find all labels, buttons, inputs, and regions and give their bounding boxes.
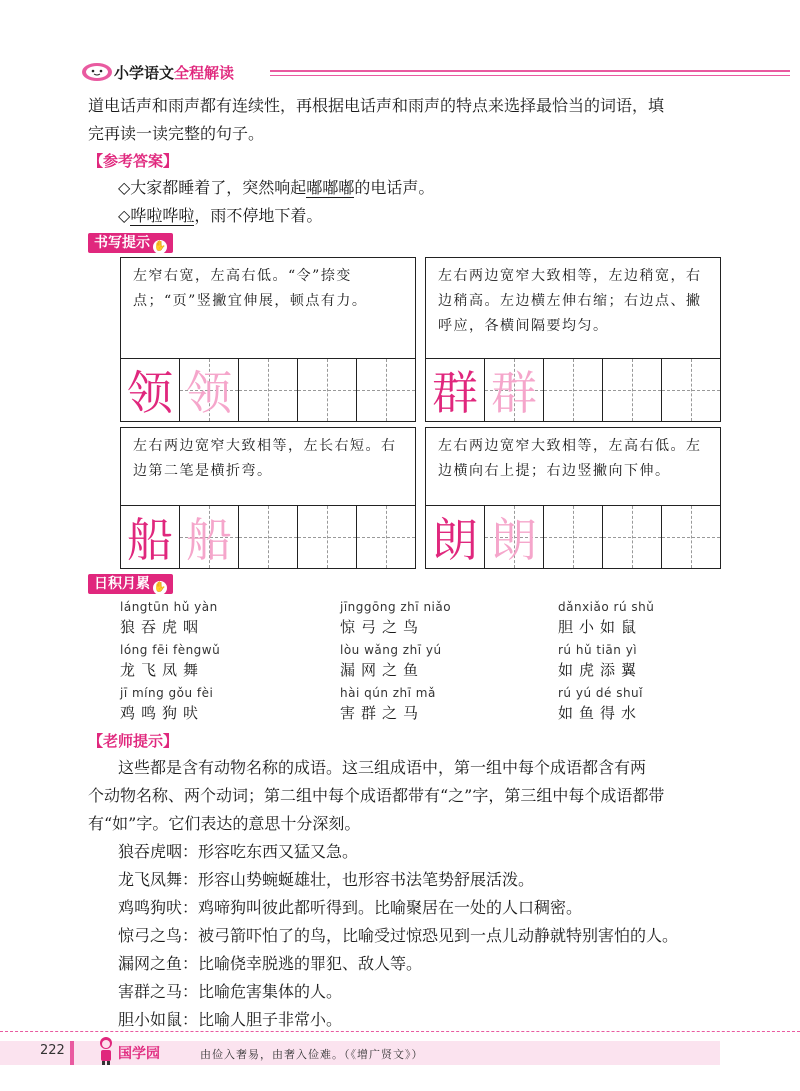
idiom-pinyin: rú yú dé shuǐ bbox=[558, 686, 643, 700]
idiom-item bbox=[558, 686, 738, 723]
idiom-pinyin: dǎnxiǎo rú shǔ bbox=[558, 600, 655, 614]
definition-list bbox=[118, 838, 758, 1034]
brand-title bbox=[114, 62, 234, 83]
writing-tip: 左窄右宽，左高右低。“令”捺变点；“页”竖撇宜伸展，顿点有力。 bbox=[133, 268, 368, 309]
definition-item: 狼吞虎咽：形容吃东西又猛又急。 bbox=[118, 842, 359, 861]
grid-cell bbox=[298, 359, 357, 421]
grid-cell bbox=[662, 359, 720, 421]
grid-cell bbox=[544, 359, 603, 421]
intro-line: 道电话声和雨声都有连续性，再根据电话声和雨声的特点来选择最恰当的词语，填 bbox=[88, 96, 665, 115]
idiom-hanzi: 鸡鸣狗吠 bbox=[120, 704, 205, 722]
brand-accent: 全程解读 bbox=[174, 64, 235, 82]
idiom-item bbox=[120, 686, 300, 723]
model-char: 群 bbox=[432, 366, 478, 420]
idiom-pinyin: lángtūn hǔ yàn bbox=[120, 600, 218, 614]
definition-item: 龙飞凤舞：形容山势蜿蜒雄壮，也形容书法笔势舒展活泼。 bbox=[118, 870, 535, 889]
header-rule bbox=[270, 70, 790, 72]
trace-char: 群 bbox=[491, 366, 537, 420]
writing-tag-label: 书写提示 bbox=[94, 235, 150, 251]
idiom-hanzi: 如鱼得水 bbox=[558, 704, 643, 722]
writing-box bbox=[425, 427, 721, 569]
writing-tip: 左右两边宽窄大致相等，左长右短。右边第二笔是横折弯。 bbox=[133, 438, 397, 479]
cloud-logo-icon bbox=[80, 60, 114, 82]
idiom-item bbox=[558, 643, 738, 680]
grid-cell bbox=[485, 506, 544, 568]
idiom-hanzi: 龙飞凤舞 bbox=[120, 661, 205, 679]
writing-grid bbox=[426, 505, 720, 568]
grid-cell bbox=[298, 506, 357, 568]
answer-fill: 哗啦哗啦 bbox=[130, 206, 195, 225]
grid-cell bbox=[357, 506, 415, 568]
answer-text: ◇ bbox=[118, 206, 131, 225]
grid-cell bbox=[603, 506, 662, 568]
trace-char: 领 bbox=[186, 366, 232, 420]
idiom-pinyin: rú hǔ tiān yì bbox=[558, 643, 638, 657]
grid-cell bbox=[121, 506, 180, 568]
teacher-tag: 【老师提示】 bbox=[88, 732, 179, 750]
student-figure-icon bbox=[96, 1035, 116, 1065]
grid-cell bbox=[357, 359, 415, 421]
page-header bbox=[80, 58, 800, 88]
answer-tag: 【参考答案】 bbox=[88, 152, 179, 170]
answer-text: 的电话声。 bbox=[354, 178, 435, 197]
writing-box bbox=[120, 427, 416, 569]
grid-cell bbox=[426, 359, 485, 421]
idiom-pinyin: jīnggōng zhī niǎo bbox=[340, 600, 452, 614]
intro-paragraph bbox=[88, 92, 728, 148]
idiom-item bbox=[340, 643, 520, 680]
brand-prefix: 小学语文 bbox=[114, 64, 175, 82]
page-number-bar bbox=[70, 1041, 74, 1065]
writing-tip: 左右两边宽窄大致相等，左边稍宽，右边稍高。左边横左伸右缩；右边点、撇呼应，各横间隔要均匀。 bbox=[438, 268, 702, 334]
idiom-hanzi: 狼吞虎咽 bbox=[120, 618, 205, 636]
grid-cell bbox=[180, 506, 239, 568]
grid-cell bbox=[180, 359, 239, 421]
idiom-tag bbox=[88, 574, 173, 594]
trace-char: 朗 bbox=[491, 513, 537, 567]
writing-grid bbox=[121, 505, 415, 568]
idiom-item bbox=[120, 643, 300, 680]
idiom-item bbox=[558, 600, 738, 637]
grid-cell bbox=[662, 506, 720, 568]
definition-item: 漏网之鱼：比喻侥幸脱逃的罪犯、敌人等。 bbox=[118, 954, 423, 973]
writing-grid bbox=[121, 358, 415, 421]
idiom-hanzi: 惊弓之鸟 bbox=[340, 618, 425, 636]
writing-tag bbox=[88, 233, 173, 253]
idiom-item bbox=[340, 600, 520, 637]
writing-grid bbox=[426, 358, 720, 421]
idiom-hanzi: 如虎添翼 bbox=[558, 661, 643, 679]
idiom-hanzi: 胆小如鼠 bbox=[558, 618, 643, 636]
teacher-line: 个动物名称、两个动词；第二组中每个成语都带有“之”字，第三组中每个成语都带 bbox=[88, 786, 665, 805]
model-char: 朗 bbox=[432, 513, 478, 567]
intro-line: 完再读一读完整的句子。 bbox=[88, 124, 265, 143]
grid-cell bbox=[121, 359, 180, 421]
answer-text: ◇大家都睡着了，突然响起 bbox=[118, 178, 307, 197]
idiom-pinyin: lòu wǎng zhī yú bbox=[340, 643, 442, 657]
answer-line-1 bbox=[118, 174, 434, 202]
hand-icon: ✋ bbox=[153, 582, 167, 593]
idiom-pinyin: hài qún zhī mǎ bbox=[340, 686, 436, 700]
header-rule bbox=[270, 75, 790, 76]
definition-item: 害群之马：比喻危害集体的人。 bbox=[118, 982, 343, 1001]
hand-icon: ✋ bbox=[153, 241, 167, 252]
footer-label: 国学园 bbox=[118, 1046, 160, 1062]
page-number: 222 bbox=[40, 1043, 65, 1058]
grid-cell bbox=[603, 359, 662, 421]
idiom-pinyin: lóng fēi fèngwǔ bbox=[120, 643, 221, 657]
definition-item: 鸡鸣狗吠：鸡啼狗叫彼此都听得到。比喻聚居在一处的人口稠密。 bbox=[118, 898, 583, 917]
footer-quote: 由俭入奢易，由奢入俭难。（《增广贤文》） bbox=[200, 1048, 424, 1061]
grid-cell bbox=[426, 506, 485, 568]
trace-char: 船 bbox=[186, 513, 232, 567]
writing-tip: 左右两边宽窄大致相等，左高右低。左边横向右上提；右边竖撇向下伸。 bbox=[438, 438, 702, 479]
answer-fill: 嘟嘟嘟 bbox=[306, 178, 355, 197]
grid-cell bbox=[485, 359, 544, 421]
definition-item: 胆小如鼠：比喻人胆子非常小。 bbox=[118, 1010, 343, 1029]
grid-cell bbox=[239, 359, 298, 421]
model-char: 船 bbox=[127, 513, 173, 567]
definition-item: 惊弓之鸟：被弓箭吓怕了的鸟，比喻受过惊恐见到一点儿动静就特别害怕的人。 bbox=[118, 926, 679, 945]
idiom-item bbox=[340, 686, 520, 723]
footer-rule bbox=[0, 1031, 800, 1032]
teacher-paragraph bbox=[88, 754, 738, 838]
writing-box bbox=[120, 257, 416, 422]
idiom-tag-label: 日积月累 bbox=[94, 576, 150, 592]
teacher-line: 这些都是含有动物名称的成语。这三组成语中，第一组中每个成语都含有两 bbox=[118, 758, 647, 777]
idiom-hanzi: 漏网之鱼 bbox=[340, 661, 425, 679]
model-char: 领 bbox=[127, 366, 173, 420]
answer-line-2 bbox=[118, 202, 322, 230]
idiom-pinyin: jī míng gǒu fèi bbox=[120, 686, 214, 700]
grid-cell bbox=[239, 506, 298, 568]
idiom-item bbox=[120, 600, 300, 637]
grid-cell bbox=[544, 506, 603, 568]
teacher-line: 有“如”字。它们表达的意思十分深刻。 bbox=[88, 814, 361, 833]
answer-text: ，雨不停地下着。 bbox=[194, 206, 323, 225]
writing-box bbox=[425, 257, 721, 422]
idiom-hanzi: 害群之马 bbox=[340, 704, 425, 722]
